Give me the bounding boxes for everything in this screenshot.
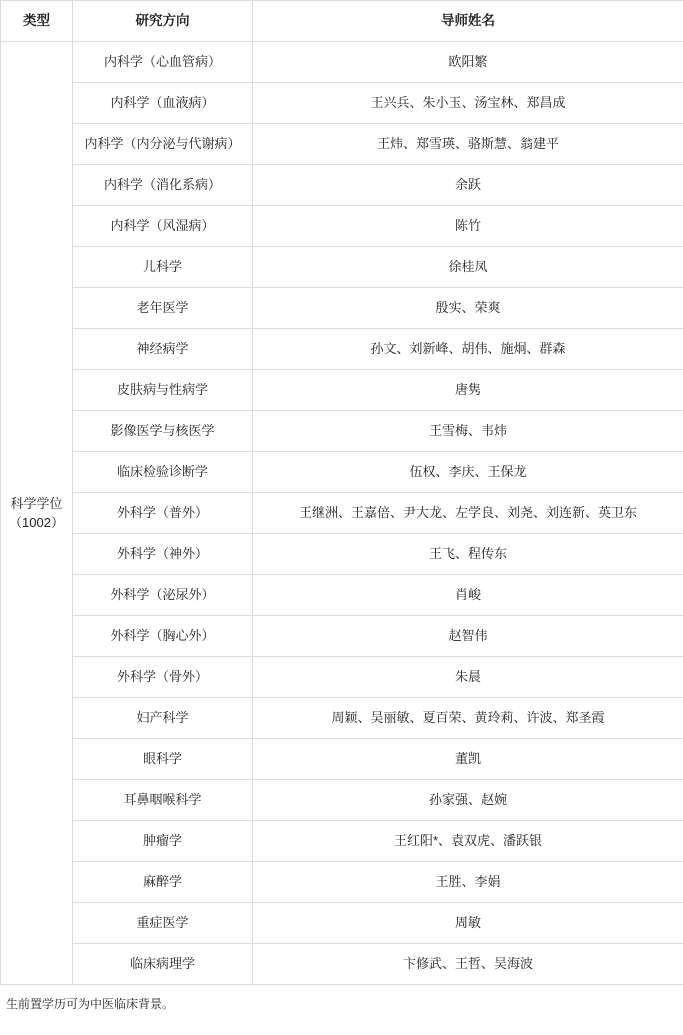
research-field-cell: 内科学（血液病） [73,83,253,124]
table-row [1,493,683,534]
research-field-cell: 外科学（泌尿外） [73,575,253,616]
mentor-name-cell: 朱晨 [253,657,683,698]
table-row [1,780,683,821]
mentor-name-cell: 王炜、郑雪瑛、骆斯慧、翁建平 [253,124,683,165]
mentor-name-cell: 唐隽 [253,370,683,411]
table-row [1,739,683,780]
table-row [1,903,683,944]
research-field-cell: 麻醉学 [73,862,253,903]
mentor-name-cell: 王兴兵、朱小玉、汤宝林、郑昌成 [253,83,683,124]
column-header-research-field: 研究方向 [73,1,253,42]
table-row [1,165,683,206]
table-row [1,329,683,370]
research-field-cell: 影像医学与核医学 [73,411,253,452]
table-body [1,42,683,985]
degree-type-code: （1002） [9,515,64,530]
mentor-name-cell: 王继洲、王嘉倍、尹大龙、左学良、刘尧、刘连新、英卫东 [253,493,683,534]
mentor-name-cell: 徐桂凤 [253,247,683,288]
research-field-cell: 肿瘤学 [73,821,253,862]
research-field-cell: 老年医学 [73,288,253,329]
mentor-name-cell: 卞修武、王哲、吴海波 [253,944,683,985]
table-row [1,452,683,493]
research-field-cell: 儿科学 [73,247,253,288]
column-header-mentor-name: 导师姓名 [253,1,683,42]
table-row [1,411,683,452]
research-field-cell: 临床检验诊断学 [73,452,253,493]
research-field-cell: 耳鼻咽喉科学 [73,780,253,821]
mentor-name-cell: 王红阳*、袁双虎、潘跃银 [253,821,683,862]
research-field-cell: 内科学（消化系病） [73,165,253,206]
research-field-cell: 皮肤病与性病学 [73,370,253,411]
research-field-cell: 重症医学 [73,903,253,944]
research-field-cell: 外科学（神外） [73,534,253,575]
degree-type-name: 科学学位 [10,495,63,511]
mentor-name-cell: 孙文、刘新峰、胡伟、施炯、群森 [253,329,683,370]
research-field-cell: 临床病理学 [73,944,253,985]
research-field-cell: 神经病学 [73,329,253,370]
mentor-name-cell: 余跃 [253,165,683,206]
table-row [1,83,683,124]
mentor-name-cell: 伍权、李庆、王保龙 [253,452,683,493]
table-row [1,247,683,288]
mentor-name-cell: 孙家强、赵婉 [253,780,683,821]
table-row [1,575,683,616]
table-row [1,698,683,739]
table-row [1,206,683,247]
mentor-name-cell: 董凯 [253,739,683,780]
mentor-name-cell: 周颖、吴丽敏、夏百荣、黄玲莉、许波、郑圣霞 [253,698,683,739]
mentor-name-cell: 陈竹 [253,206,683,247]
table-footnote: 生前置学历可为中医临床背景。 [6,997,175,1011]
table-row [1,944,683,985]
research-field-cell: 内科学（心血管病） [73,42,253,83]
mentor-name-cell: 欧阳繁 [253,42,683,83]
research-field-cell: 妇产科学 [73,698,253,739]
table-row [1,288,683,329]
research-field-cell: 外科学（骨外） [73,657,253,698]
table-row [1,42,683,83]
mentor-name-cell: 殷实、荣爽 [253,288,683,329]
research-field-cell: 内科学（风湿病） [73,206,253,247]
mentor-name-cell: 肖峻 [253,575,683,616]
table-row [1,657,683,698]
table-row [1,616,683,657]
table-header-row [1,1,683,42]
table-row [1,862,683,903]
table-header [1,1,683,42]
research-field-cell: 眼科学 [73,739,253,780]
table-row [1,124,683,165]
table-row [1,534,683,575]
mentor-name-cell: 王胜、李娟 [253,862,683,903]
mentor-name-cell: 王飞、程传东 [253,534,683,575]
mentor-name-cell: 周敏 [253,903,683,944]
research-field-cell: 外科学（胸心外） [73,616,253,657]
table-row [1,370,683,411]
column-header-type: 类型 [1,1,73,42]
research-field-cell: 外科学（普外） [73,493,253,534]
table-row [1,821,683,862]
mentor-name-cell: 赵智伟 [253,616,683,657]
degree-type-cell [1,42,73,985]
mentor-name-cell: 王雪梅、韦炜 [253,411,683,452]
research-field-cell: 内科学（内分泌与代谢病） [73,124,253,165]
